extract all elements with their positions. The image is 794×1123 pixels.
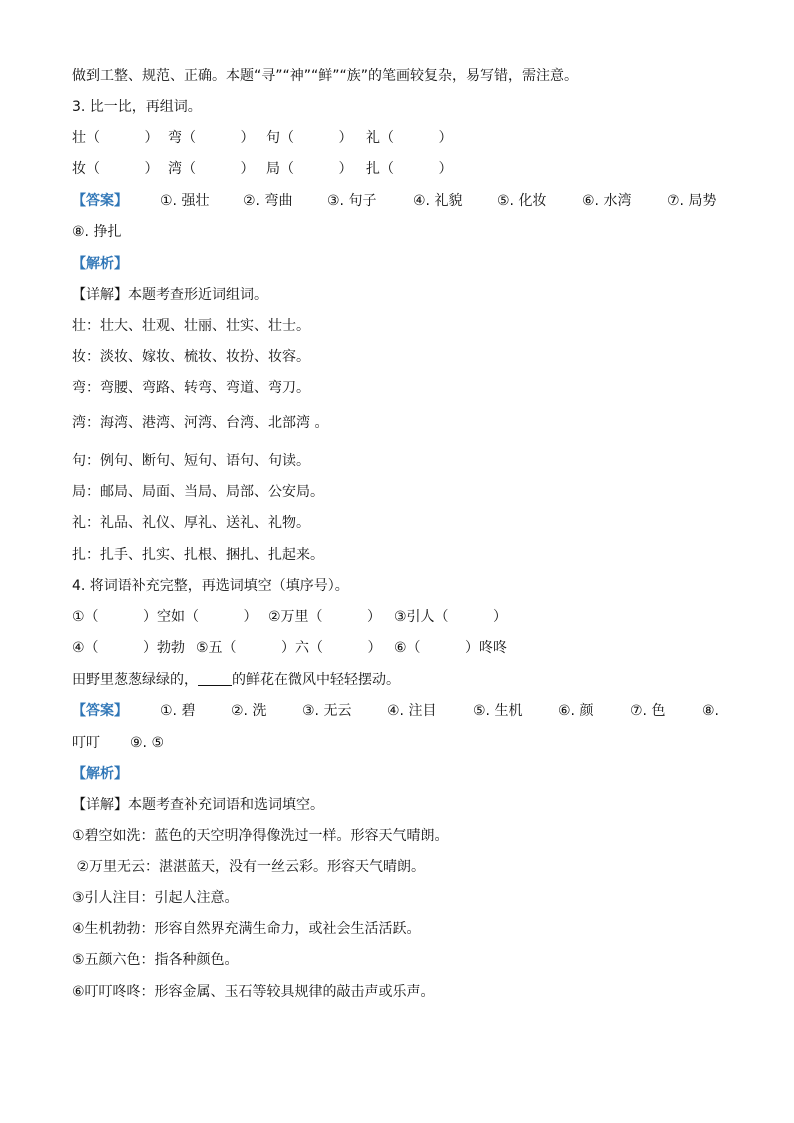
q3-answer-tag: 【答案】: [72, 193, 128, 209]
q3-answer-8: ⑧. 挣扎: [72, 224, 122, 240]
fill-before: 田野里葱葱绿绿的，: [72, 672, 198, 688]
q3-answer-2: ②. 弯曲: [243, 193, 293, 209]
q3-answer-3: ③. 句子: [327, 193, 377, 209]
q3-answer-6: ⑥. 水湾: [582, 193, 632, 209]
q4-analysis-line: ⑥叮叮咚咚：形容金属、玉石等较具规律的敲击声或乐声。: [72, 984, 435, 1000]
q3-analysis-line: 句：例句、断句、短句、语句、句读。: [72, 453, 310, 469]
q4-answer-2: ②. 洗: [231, 703, 267, 719]
q4-answer-4: ④. 注目: [387, 703, 437, 719]
q4-analysis-tag: 【解析】: [72, 766, 128, 782]
q4-item-6: ⑥（ ）咚咚: [394, 640, 508, 656]
q4-analysis-line: ④生机勃勃：形容自然界充满生命力，或社会生活活跃。: [72, 921, 421, 937]
q4-answer-9: ⑨. ⑤: [130, 735, 165, 751]
intro-text: 做到工整、规范、正确。本题“寻”“神”“鲜”“族”的笔画较复杂，易写错，需注意。: [72, 68, 579, 84]
q3-answer-4: ④. 礼貌: [413, 193, 463, 209]
q3-answer-1: ①. 强壮: [160, 193, 210, 209]
q4-item-4: ④（ ）勃勃: [72, 640, 186, 656]
q4-analysis-line: ⑤五颜六色：指各种颜色。: [72, 952, 239, 968]
q3-analysis-line: 湾：海湾、港湾、河湾、台湾、北部湾 。: [72, 415, 329, 431]
q3-analysis-line: 妆：淡妆、嫁妆、梳妆、妆扮、妆容。: [72, 349, 310, 365]
q4-answer-8-word: 叮叮: [72, 735, 100, 751]
q3-item-8: 扎（ ）: [366, 161, 453, 177]
q3-item-1: 壮（ ）: [72, 130, 159, 146]
q4-analysis-line: ③引人注目：引起人注意。: [72, 890, 239, 906]
fill-blank: [198, 671, 232, 686]
q3-answer-7: ⑦. 局势: [667, 193, 717, 209]
q4-detail: 【详解】本题考查补充词语和选词填空。: [72, 797, 324, 813]
fill-after: 的鲜花在微风中轻轻摆动。: [232, 672, 400, 688]
q3-analysis-line: 扎：扎手、扎实、扎根、捆扎、扎起来。: [72, 547, 324, 563]
q3-analysis-tag: 【解析】: [72, 256, 128, 272]
q4-item-5: ⑤五（ ）六（ ）: [196, 640, 382, 656]
q3-detail: 【详解】本题考查形近词组词。: [72, 287, 268, 303]
q4-answer-3: ③. 无云: [302, 703, 352, 719]
q4-item-1: ①（ ）空如（ ）: [72, 609, 258, 625]
q4-fill-sentence: [72, 670, 400, 690]
q4-analysis-line: ②万里无云：湛湛蓝天，没有一丝云彩。形容天气晴朗。: [72, 859, 425, 875]
q3-item-6: 湾（ ）: [168, 161, 255, 177]
q4-title: 4. 将词语补充完整，再选词填空（填序号）。: [72, 578, 349, 594]
q3-analysis-line: 礼：礼品、礼仪、厚礼、送礼、礼物。: [72, 515, 310, 531]
q4-answer-5: ⑤. 生机: [473, 703, 523, 719]
q4-answer-7: ⑦. 色: [630, 703, 666, 719]
q4-answer-8: ⑧.: [702, 703, 720, 719]
q3-analysis-line: 局：邮局、局面、当局、局部、公安局。: [72, 484, 324, 500]
q4-answer-tag: 【答案】: [72, 703, 128, 719]
q3-analysis-line: 弯：弯腰、弯路、转弯、弯道、弯刀。: [72, 380, 310, 396]
q3-item-7: 局（ ）: [266, 161, 353, 177]
q3-item-3: 句（ ）: [266, 130, 353, 146]
q4-item-3: ③引人（ ）: [394, 609, 508, 625]
q3-title: 3. 比一比，再组词。: [72, 99, 202, 115]
q3-item-2: 弯（ ）: [168, 130, 255, 146]
q4-item-2: ②万里（ ）: [268, 609, 382, 625]
q3-answer-5: ⑤. 化妆: [497, 193, 547, 209]
q4-analysis-line: ①碧空如洗：蓝色的天空明净得像洗过一样。形容天气晴朗。: [72, 828, 449, 844]
q4-answer-1: ①. 碧: [160, 703, 196, 719]
q3-item-4: 礼（ ）: [366, 130, 453, 146]
q3-item-5: 妆（ ）: [72, 161, 159, 177]
q3-analysis-line: 壮：壮大、壮观、壮丽、壮实、壮士。: [72, 318, 310, 334]
q4-answer-6: ⑥. 颜: [558, 703, 594, 719]
